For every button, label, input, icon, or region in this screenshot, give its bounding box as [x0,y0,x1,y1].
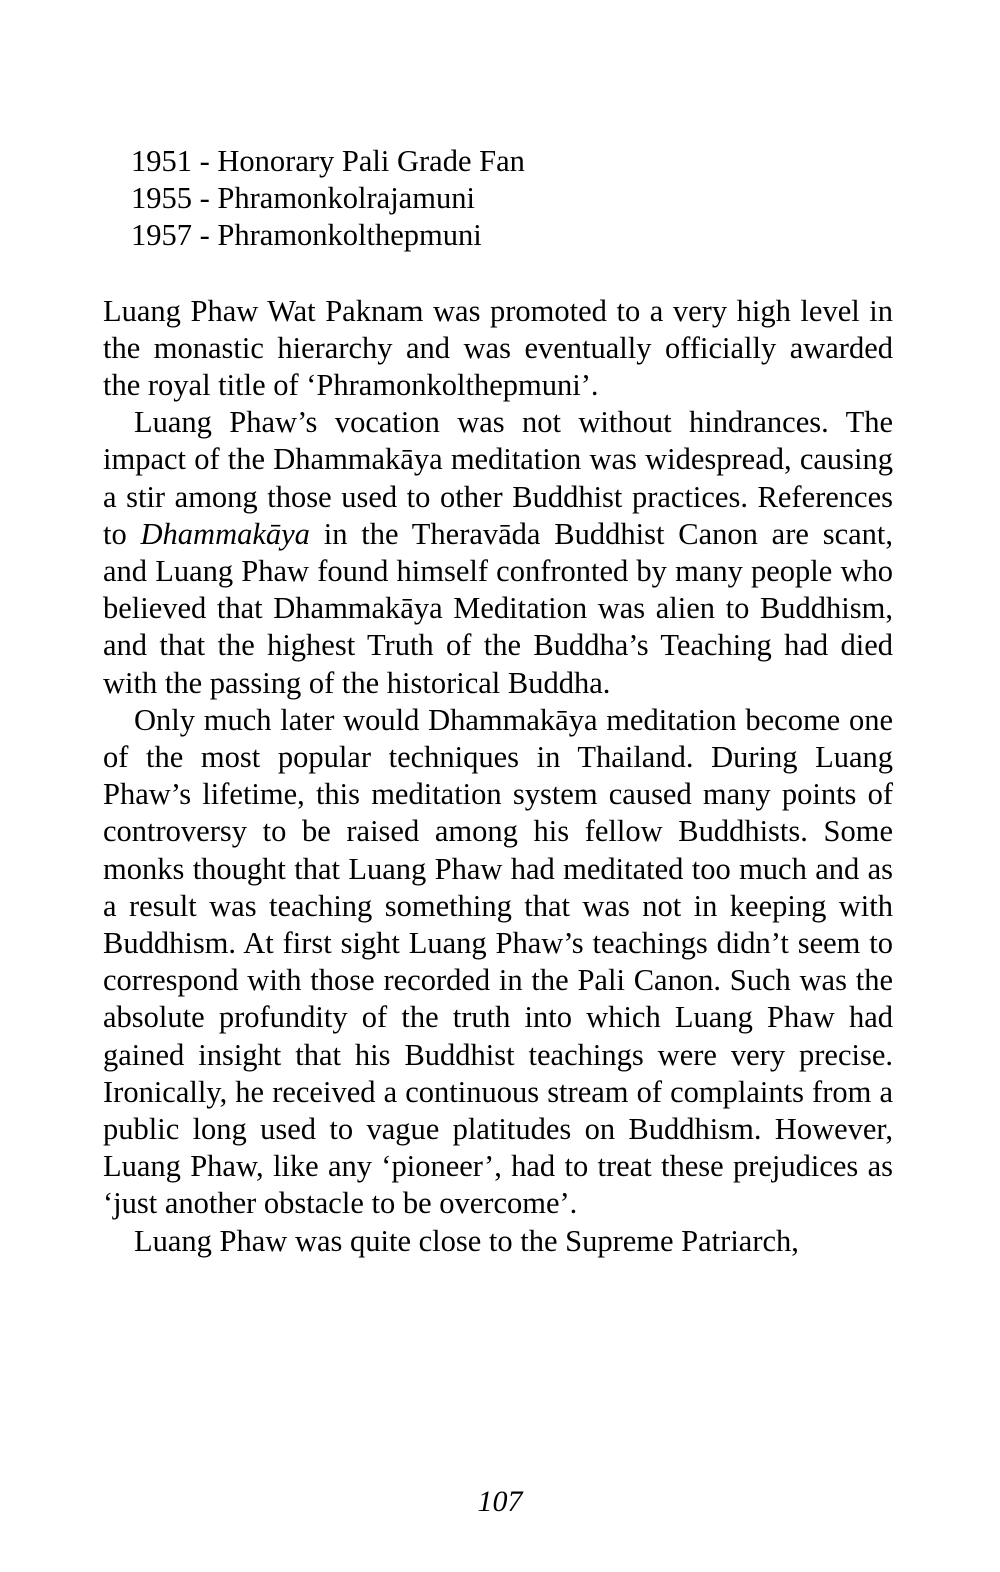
paragraph-supreme-patriarch: Luang Phaw was quite close to the Supreme Patriarch, [134,1223,799,1258]
paragraph-controversy: Only much later would Dhammakāya meditation become one of the most popular techniques in Thailand. During Luang Phaw’s lifetime, this meditation system caused many points of controversy to be raised among his fellow Buddhists. Some monks thought that Luang Phaw had meditated too much and as a result was teaching something that was not in keeping with Buddhism. At first sight Luang Phaw’s teachings didn’t seem to correspond with those recorded in the Pali Canon. Such was the absolute profundity of the truth into which Luang Phaw had gained insight that his Buddhist teachings were very precise. Ironically, he received a continuous stream of complaints from a public long used to vague platitudes on Buddhism. However, Luang Phaw, like any ‘pioneer’, had to treat these prejudices as ‘just another obstacle to be overcome’. [103,702,893,1221]
section-gap [103,255,893,293]
paragraph-hindrances-text-start: Luang Phaw’s vocation was not without hindrances. The impact of the Dhammakāya meditation was widespread, causing a stir among those used to other Buddhist practices. References to [103,405,893,551]
page-body [103,143,893,1260]
page-number: 107 [477,1485,523,1518]
italic-term-dhammakaya: Dhammakāya [140,516,310,551]
paragraph-hindrances-text-end: in the Theravāda Buddhist Canon are scant, and Luang Phaw found himself confronted by many people who believed that Dhammakāya Meditation was alien to Buddhism, and that the highest Truth of the Buddha’s Teaching had died with the passing of the historical Buddha. [103,516,893,700]
paragraph-hindrances [103,404,893,702]
title-line-1955: 1955 - Phramonkolrajamuni [131,181,475,216]
title-line-1951: 1951 - Honorary Pali Grade Fan [131,144,525,178]
title-line-1957: 1957 - Phramonkolthepmuni [131,218,482,253]
paragraph-promotion: Luang Phaw Wat Paknam was promoted to a very high level in the monastic hierarchy and was eventually officially awarded the royal title of ‘Phramonkolthepmuni’. [103,293,893,403]
title-list [103,143,893,255]
